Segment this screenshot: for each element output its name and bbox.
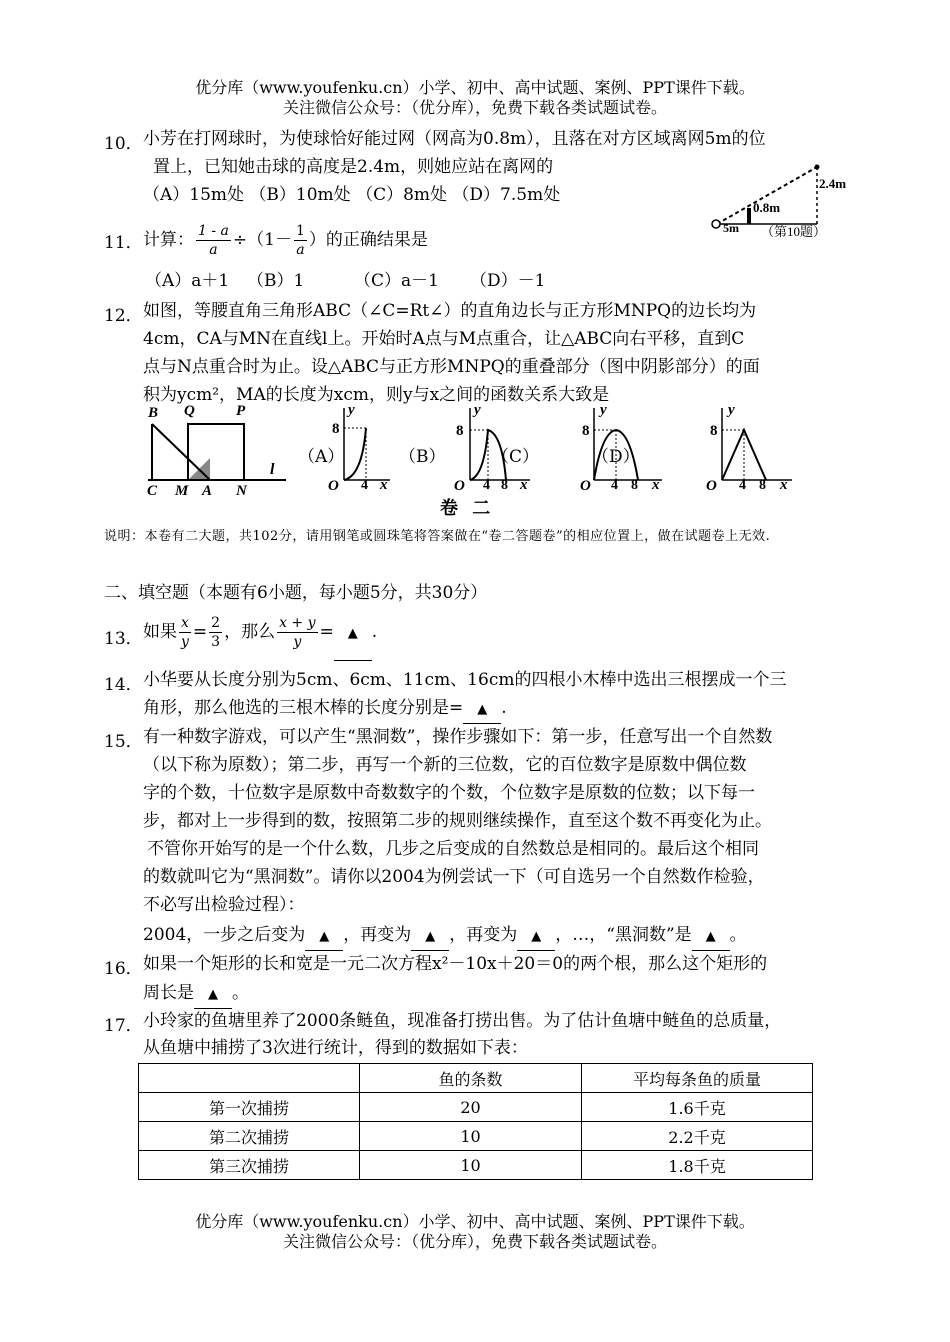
q12-line3: 点与N点重合时为止。设△ABC与正方形MNPQ的重叠部分（图中阴影部分）的面 (143, 357, 760, 377)
q15-answers: 2004，一步之后变为 ▲ ，再变为 ▲ ，再变为 ▲ ，…，“黑洞数”是 ▲ 。 (143, 922, 747, 951)
q15-line6: 的数就叫它为“黑洞数”。请你以2004为例尝试一下（可自选另一个自然数作检验， (143, 867, 765, 887)
footer-line-1: 优分库（www.youfenku.cn）小学、初中、高中试题、案例、PPT课件下载。 (195, 1212, 755, 1231)
svg-text:O: O (580, 478, 591, 492)
q11-choice-c: （C）a－1 (354, 271, 439, 291)
q12-figure (140, 398, 300, 500)
q17-line1: 小玲家的鱼塘里养了2000条鲢鱼，现准备打捞出售。为了估计鱼塘中鲢鱼的总质量， (143, 1011, 782, 1031)
svg-text:x: x (380, 477, 388, 492)
table-row (139, 1151, 813, 1180)
svg-text:A: A (202, 483, 213, 499)
svg-text:x: x (652, 477, 660, 492)
table-row (139, 1093, 813, 1122)
volume2-note: 说明：本卷有二大题，共102分，请用钢笔或圆珠笔将答案做在“卷二答题卷”的相应位置上，做在试题卷上无效. (104, 529, 771, 544)
label-2.4m: 2.4m (819, 176, 847, 191)
section2-title: 二、填空题（本题有6小题，每小题5分，共30分） (104, 583, 488, 603)
q15-blank-3[interactable]: ▲ (517, 924, 555, 951)
q14-line2: 角形，那么他选的三根木棒的长度分别是= ▲ . (143, 695, 507, 724)
q15-line3: 字的个数，十位数字是原数中奇数数字的个数，个位数字是原数的位数；以下每一 (143, 783, 755, 803)
svg-text:y: y (600, 402, 607, 418)
q11-choice-b: （B）1 (247, 271, 305, 291)
fish-table (138, 1063, 813, 1180)
q14-answer-blank[interactable]: ▲ (463, 697, 501, 724)
svg-text:y: y (728, 402, 735, 418)
q10-figure (705, 160, 865, 245)
svg-text:Q: Q (184, 403, 195, 419)
q17-line2: 从鱼塘中捕捞了3次进行统计，得到的数据如下表： (143, 1038, 528, 1058)
svg-text:8: 8 (710, 423, 718, 439)
q15-blank-1[interactable]: ▲ (305, 924, 343, 951)
hit-point (815, 165, 820, 170)
q13-frac2: $\frac{2}{3}$ (211, 615, 221, 650)
graph-a-curve (344, 428, 366, 480)
q10-caption: （第10题） (761, 224, 827, 239)
svg-text:C: C (147, 483, 158, 499)
table-cell: 2.2千克 (582, 1122, 813, 1151)
q10-line1: 小芳在打网球时，为使球恰好能过网（网高为0.8m），且落在对方区域离网5m的位 (143, 129, 766, 149)
graph-d (704, 400, 796, 492)
svg-text:N: N (236, 483, 247, 499)
svg-text:4: 4 (739, 478, 746, 492)
table-cell: 第一次捕捞 (139, 1093, 360, 1122)
volume2-title: 卷 二 (440, 498, 495, 519)
net (747, 208, 751, 224)
q10-number: 10． (104, 134, 143, 154)
q15-line1: 有一种数字游戏，可以产生“黑洞数”，操作步骤如下：第一步，任意写出一个自然数 (143, 727, 773, 747)
svg-text:8: 8 (631, 478, 638, 492)
ball (712, 220, 720, 228)
q13-frac3: $\frac{x + y}{y}$ (279, 615, 316, 650)
q15-blank-4[interactable]: ▲ (692, 924, 730, 951)
svg-text:8: 8 (501, 478, 508, 492)
q11-expression: 计算： $\frac{1 - a}{a}$ ÷（1－ $\frac{1}{a}$ ）的正确结果是 (143, 223, 428, 258)
q10-line2: 置上，已知她击球的高度是2.4m，则她应站在离网的 (153, 157, 554, 177)
svg-text:x: x (520, 477, 528, 492)
q13-expression: 如果 $\frac{x}{y}$ = $\frac{2}{3}$ ，那么 $\frac{x + y}{y}$ = ▲ . (143, 606, 377, 661)
header-line-2: 关注微信公众号：（优分库），免费下载各类试题试卷。 (282, 98, 667, 117)
q13-number: 13． (104, 629, 143, 649)
q12-line2: 4cm，CA与MN在直线l上。开始时A点与M点重合，让△ABC向右平移，直到C (143, 329, 745, 349)
svg-text:8: 8 (759, 478, 766, 492)
table-header-cell: 平均每条鱼的质量 (582, 1064, 813, 1093)
table-header-cell (139, 1064, 360, 1093)
table-cell: 10 (360, 1122, 582, 1151)
svg-text:8: 8 (456, 423, 464, 439)
svg-text:y: y (348, 402, 355, 418)
q15-number: 15． (104, 732, 143, 752)
table-cell: 1.6千克 (582, 1093, 813, 1122)
q15-blank-2[interactable]: ▲ (411, 924, 449, 951)
q15-line5: 不管你开始写的是一个什么数，几步之后变成的自然数总是相同的。最后这个相同 (147, 839, 759, 859)
header-line-1: 优分库（www.youfenku.cn）小学、初中、高中试题、案例、PPT课件下载。 (195, 78, 755, 97)
graph-c (578, 400, 668, 492)
q14-line1: 小华要从长度分别为5cm、6cm、11cm、16cm的四根小木棒中选出三根摆成一个三 (143, 670, 787, 690)
q15-line4: 步，都对上一步得到的数，按照第二步的规则继续操作，直至这个数不再变化为止。 (143, 811, 772, 831)
q11-frac1: $\frac{1 - a}{a}$ (198, 223, 229, 258)
table-cell: 20 (360, 1093, 582, 1122)
svg-text:8: 8 (332, 421, 340, 437)
svg-text:y: y (474, 402, 481, 418)
q12-option-a: （A） (298, 447, 345, 467)
q16-answer-blank[interactable]: ▲ (194, 982, 232, 1009)
svg-text:M: M (175, 483, 189, 499)
svg-text:O: O (454, 478, 465, 492)
svg-text:4: 4 (483, 478, 490, 492)
svg-text:P: P (236, 403, 246, 419)
table-cell: 10 (360, 1151, 582, 1180)
svg-text:O: O (328, 478, 339, 492)
table-cell: 1.8千克 (582, 1151, 813, 1180)
q11-choice-d: （D）－1 (470, 271, 546, 291)
table-cell: 第二次捕捞 (139, 1122, 360, 1151)
svg-text:4: 4 (361, 478, 368, 492)
q10-choices: （A）15m处 （B）10m处 （C）8m处 （D）7.5m处 (143, 185, 561, 205)
q12-option-d: （D） (592, 447, 640, 467)
label-5m: 5m (723, 221, 739, 235)
q15-line2: （以下称为原数）；第二步，再写一个新的三位数，它的百位数字是原数中偶位数 (143, 755, 747, 775)
q12-number: 12． (104, 306, 143, 326)
svg-text:8: 8 (582, 423, 590, 439)
table-header-row (139, 1064, 813, 1093)
svg-text:x: x (780, 477, 788, 492)
q11-number: 11． (104, 233, 143, 253)
table-cell: 第三次捕捞 (139, 1151, 360, 1180)
q11-frac2: $\frac{1}{a}$ (295, 223, 305, 258)
q16-number: 16． (104, 959, 143, 979)
q16-line1: 如果一个矩形的长和宽是一元二次方程x²－10x＋20＝0的两个根，那么这个矩形的 (143, 954, 768, 974)
q12-line4: 积为ycm²，MA的长度为xcm，则y与x之间的函数关系大致是 (143, 385, 610, 405)
q12-option-b: （B） (399, 447, 446, 467)
q12-option-c: （C） (492, 447, 540, 467)
table-row (139, 1122, 813, 1151)
q16-line2: 周长是 ▲ 。 (143, 980, 249, 1009)
q13-frac1: $\frac{x}{y}$ (180, 615, 189, 650)
svg-text:4: 4 (611, 478, 618, 492)
graph-a (322, 400, 392, 492)
q15-line7: 不必写出检验过程）： (143, 895, 305, 915)
ball-path (717, 167, 817, 224)
table-header-cell: 鱼的条数 (360, 1064, 582, 1093)
footer-line-2: 关注微信公众号：（优分库），免费下载各类试题试卷。 (282, 1232, 667, 1251)
q14-number: 14． (104, 675, 143, 695)
graph-b (450, 400, 535, 492)
svg-text:l: l (270, 461, 275, 478)
q12-line1: 如图，等腰直角三角形ABC（∠C=Rt∠）的直角边长与正方形MNPQ的边长均为 (143, 301, 757, 321)
label-0.8m: 0.8m (753, 200, 781, 215)
q13-answer-blank[interactable]: ▲ (334, 608, 372, 661)
svg-text:B: B (148, 405, 159, 421)
q11-choice-a: （A）a＋1 (145, 271, 230, 291)
svg-text:O: O (706, 478, 717, 492)
q17-number: 17． (104, 1016, 143, 1036)
